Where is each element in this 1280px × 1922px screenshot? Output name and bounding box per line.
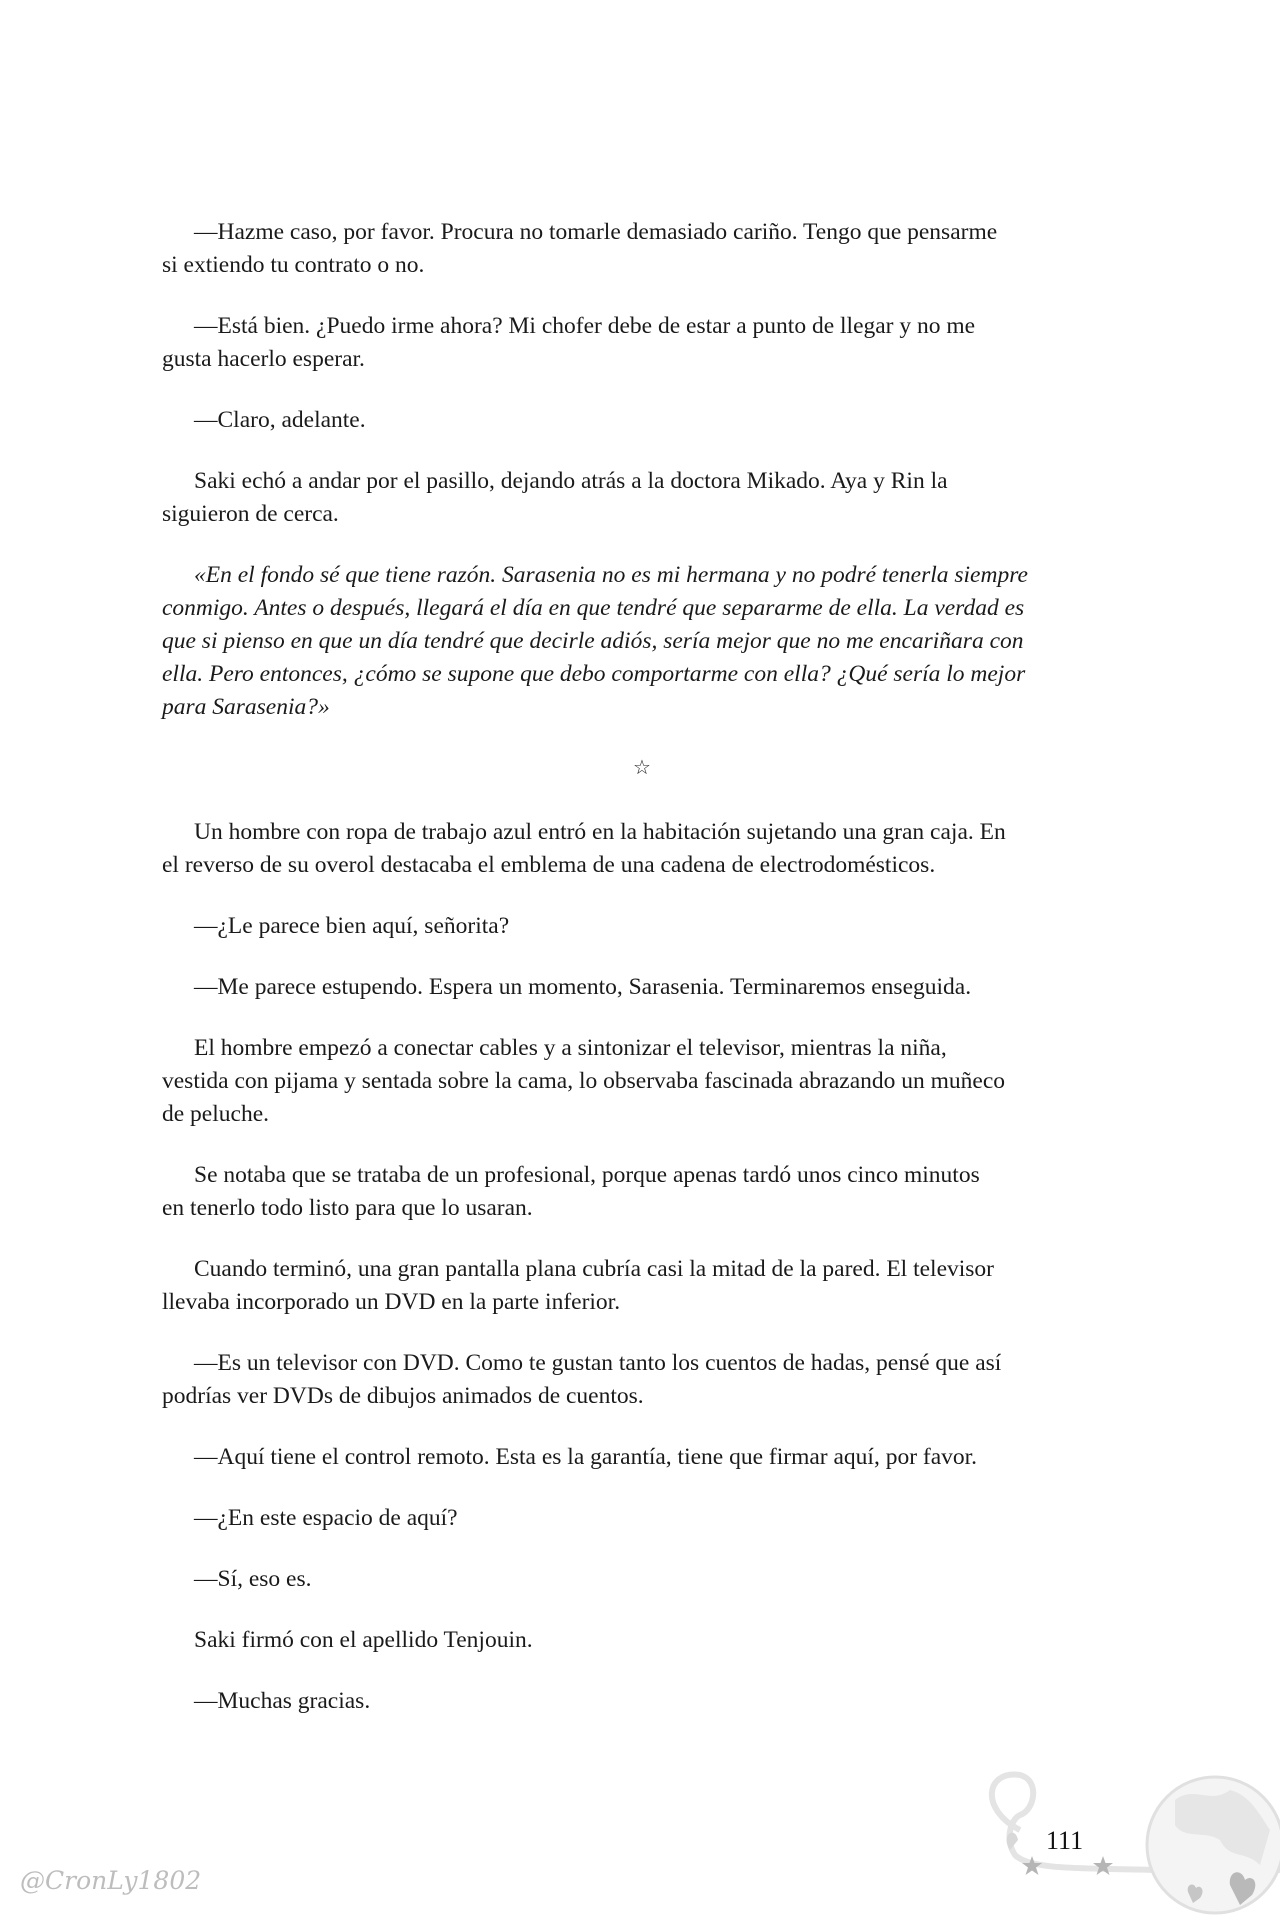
text-line: —Me parece estupendo. Espera un momento, Sarasenia. Terminaremos enseguida. <box>194 974 972 1000</box>
text-line: «En el fondo sé que tiene razón. Sarasenia no es mi hermana y no podré tenerla siempre <box>194 562 1028 588</box>
text-line: siguieron de cerca. <box>162 501 339 527</box>
paragraph <box>162 971 1122 1004</box>
text-line: —Hazme caso, por favor. Procura no tomarle demasiado cariño. Tengo que pensarme <box>194 219 998 245</box>
paragraph <box>162 1159 1122 1225</box>
text-line: Un hombre con ropa de trabajo azul entró en la habitación sujetando una gran caja. En <box>194 819 1006 845</box>
text-line: podrías ver DVDs de dibujos animados de cuentos. <box>162 1383 644 1409</box>
paragraph <box>162 1624 1122 1657</box>
text-line: gusta hacerlo esperar. <box>162 346 365 372</box>
text-line: —Muchas gracias. <box>194 1688 371 1714</box>
paragraph <box>162 1032 1122 1131</box>
text-line: ella. Pero entonces, ¿cómo se supone que debo comportarme con ella? ¿Qué sería lo mejor <box>162 661 1026 687</box>
paragraph <box>162 1502 1122 1535</box>
paragraph <box>162 216 1122 282</box>
paragraph <box>162 404 1122 437</box>
paragraph <box>162 1347 1122 1413</box>
text-line: en tenerlo todo listo para que lo usaran. <box>162 1195 533 1221</box>
paragraph <box>162 1441 1122 1474</box>
text-line: —Aquí tiene el control remoto. Esta es la garantía, tiene que firmar aquí, por favor. <box>194 1444 978 1470</box>
text-line: —Es un televisor con DVD. Como te gustan tanto los cuentos de hadas, pensé que así <box>194 1350 1002 1376</box>
watermark: @CronLy1802 <box>20 1866 202 1895</box>
inner-monologue-paragraph <box>162 559 1122 724</box>
text-line: para Sarasenia?» <box>162 694 330 720</box>
text-line: Saki echó a andar por el pasillo, dejando atrás a la doctora Mikado. Aya y Rin la <box>194 468 948 494</box>
paragraph <box>162 910 1122 943</box>
text-line: vestida con pijama y sentada sobre la cama, lo observaba fascinada abrazando un muñeco <box>162 1068 1006 1094</box>
text-line: —Claro, adelante. <box>194 407 366 433</box>
text-line: —¿En este espacio de aquí? <box>194 1505 458 1531</box>
paragraph <box>162 1253 1122 1319</box>
text-line: de peluche. <box>162 1101 270 1127</box>
text-line: —Está bien. ¿Puedo irme ahora? Mi chofer debe de estar a punto de llegar y no me <box>194 313 976 339</box>
text-line: El hombre empezó a conectar cables y a sintonizar el televisor, mientras la niña, <box>194 1035 947 1061</box>
text-line: —¿Le parece bien aquí, señorita? <box>194 913 510 939</box>
text-line: Cuando terminó, una gran pantalla plana cubría casi la mitad de la pared. El televisor <box>194 1256 995 1282</box>
text-line: llevaba incorporado un DVD en la parte inferior. <box>162 1289 621 1315</box>
paragraph <box>162 816 1122 882</box>
paragraph <box>162 310 1122 376</box>
text-line: Saki firmó con el apellido Tenjouin. <box>194 1627 533 1653</box>
text-line: —Sí, eso es. <box>194 1566 312 1592</box>
text-line: conmigo. Antes o después, llegará el día en que tendré que separarme de ella. La verdad es <box>162 595 1025 621</box>
paragraph <box>162 465 1122 531</box>
text-line: el reverso de su overol destacaba el emblema de una cadena de electrodomésticos. <box>162 852 936 878</box>
page-number: 111 <box>1046 1826 1084 1855</box>
text-line: Se notaba que se trataba de un profesional, porque apenas tardó unos cinco minutos <box>194 1162 980 1188</box>
page-ornament-icon <box>960 1770 1280 1922</box>
text-line: que si pienso en que un día tendré que decirle adiós, sería mejor que no me encariñara con <box>162 628 1024 654</box>
paragraph <box>162 1685 1122 1718</box>
section-separator-star-icon: ☆ <box>633 757 651 779</box>
text-line: si extiendo tu contrato o no. <box>162 252 425 278</box>
page-body-text <box>162 216 1122 1746</box>
paragraph <box>162 1563 1122 1596</box>
